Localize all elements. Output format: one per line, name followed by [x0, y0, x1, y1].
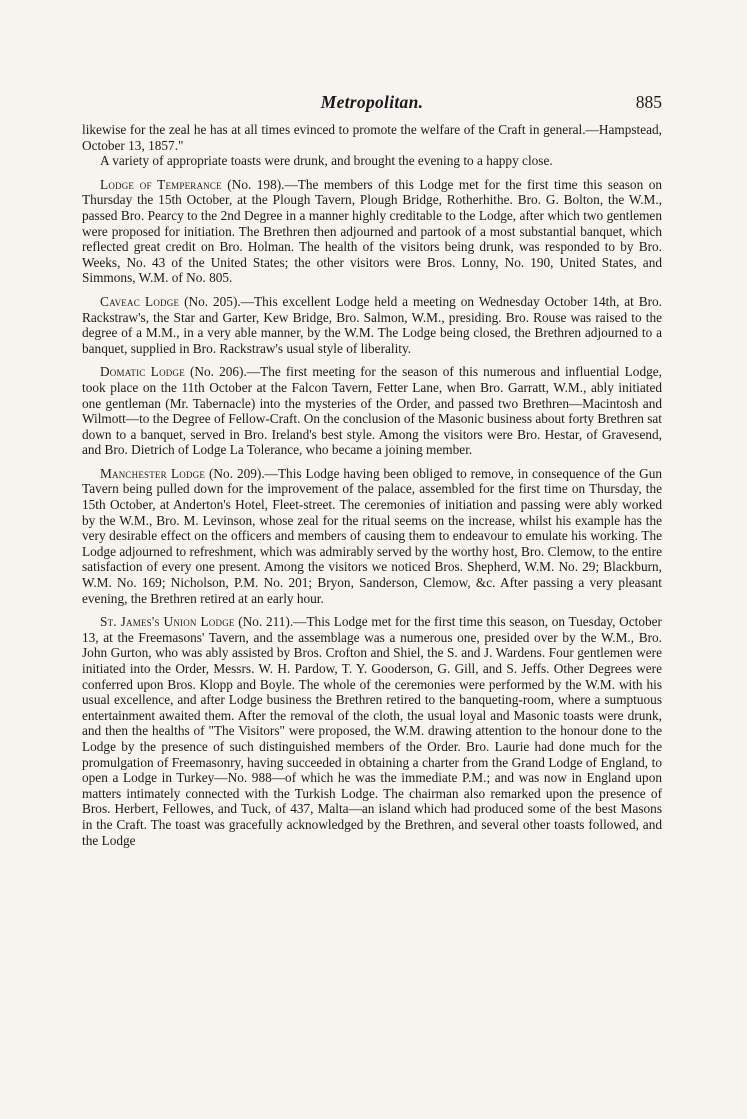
document-page — [82, 92, 662, 848]
paragraph-lodge-of-temperance — [82, 177, 662, 286]
paragraph-manchester-lodge — [82, 466, 662, 606]
lodge-name: Caveac Lodge — [100, 293, 180, 309]
paragraph-text: (No. 211).—This Lodge met for the first time this season, on Tuesday, October 13, at the Freemasons' Tavern, and the assemblage was a numerous one, presided over by the W.M., Bro. John Gurton, who was ably assisted by Bros. Crofton and Shiel, the S. and J. Wardens. Four gentlemen were initiated into the Order, Messrs. W. H. Pardow, T. Y. Gooderson, G. Gill, and S. Jeffs. Other Degrees were conferred upon Bros. Klopp and Boyle. The whole of the ceremonies were performed by the W.M. with his usual excellence, and after Lodge business the Brethren retired to the banqueting-room, where a sumptuous entertainment awaited them. After the removal of the cloth, the usual loyal and Masonic toasts were drunk, and then the healths of "The Visitors" were proposed, the W.M. drawing attention to the honour done to the Lodge by the presence of such distinguished members of the Order. Bro. Laurie had done much for the promulgation of Freemasonry, having succeeded in obtaining a charter from the Grand Lodge of England, to open a Lodge in Turkey—No. 988—of which he was the immediate P.M.; and was now in England upon matters intimately connected with the Turkish Lodge. The chairman also remarked upon the presence of Bros. Herbert, Fellowes, and Tuck, of 437, Malta—an island which had produced some of the best Masons in the Craft. The toast was gracefully acknowledged by the Brethren, and several other toasts followed, and the Lodge — [82, 614, 662, 848]
paragraph-closing — [82, 153, 662, 169]
page-header — [82, 92, 662, 118]
paragraph-st-jamess-union-lodge — [82, 614, 662, 848]
paragraph-text: A variety of appropriate toasts were drunk, and brought the evening to a happy close. — [100, 153, 553, 169]
paragraph-text: (No. 205).—This excellent Lodge held a meeting on Wednesday October 14th, at Bro. Rackstraw's, the Star and Garter, Kew Bridge, Bro. Salmon, W.M., presiding. Bro. Rouse was raised to the degree of a M.M., in a very able manner, by the W.M. The Lodge being closed, the Brethren adjourned to a banquet, supplied in Bro. Rackstraw's usual style of liberality. — [82, 293, 662, 356]
paragraph-continuation — [82, 122, 662, 153]
paragraph-domatic-lodge — [82, 364, 662, 458]
paragraph-text: likewise for the zeal he has at all times evinced to promote the welfare of the Craft in general.—Hampstead, October 13, 1857." — [82, 122, 662, 153]
running-title: Metropolitan. — [320, 92, 424, 112]
paragraph-text: (No. 209).—This Lodge having been obliged to remove, in consequence of the Gun Tavern being pulled down for the improvement of the palace, assembled for the first time on Thursday, the 15th October, at Anderton's Hotel, Fleet-street. The ceremonies of initiation and passing were ably worked by the W.M., Bro. M. Levinson, whose zeal for the ritual seems on the increase, whilst his example has the very desirable effect on the officers and members of causing them to endeavour to emulate his working. The Lodge adjourned to refreshment, which was admirably served by the worthy host, Bro. Clemow, to the entire satisfaction of every one present. Among the visitors we noticed Bros. Shepherd, W.M. No. 29; Blackburn, W.M. No. 169; Nicholson, P.M. No. 201; Bryon, Sanderson, Clemow, &c. After passing a very pleasant evening, the Brethren retired at an early hour. — [82, 465, 662, 606]
page-number: 885 — [635, 92, 662, 112]
article-body — [82, 122, 662, 848]
paragraph-caveac-lodge — [82, 294, 662, 356]
lodge-name: Lodge of Temperance — [100, 176, 222, 192]
lodge-name: Manchester Lodge — [100, 465, 206, 481]
lodge-name: St. James's Union Lodge — [100, 614, 235, 630]
lodge-name: Domatic Lodge — [100, 364, 185, 380]
paragraph-text: (No. 198).—The members of this Lodge met for the first time this season on Thursday the 15th October, at the Plough Tavern, Plough Bridge, Rotherhithe. Bro. G. Bolton, the W.M., passed Bro. Pearcy to the 2nd Degree in a manner highly creditable to the Lodge, after which two gentlemen were proposed for initiation. The Brethren then adjourned and partook of a most substantial banquet, which reflected great credit on Bro. Holman. The health of the visitors being drunk, was responded to by Bro. Weeks, No. 43 of the United States; the other visitors were Bros. Lonny, No. 190, United States, and Simmons, W.M. of No. 805. — [82, 176, 662, 286]
paragraph-text: (No. 206).—The first meeting for the season of this numerous and influential Lodge, took place on the 11th October at the Falcon Tavern, Fetter Lane, when Bro. Garratt, W.M., ably initiated one gentleman (Mr. Tabernacle) into the mysteries of the Order, and passed two Brethren—Macintosh and Wilmott—to the Degree of Fellow-Craft. On the conclusion of the Masonic business about forty Brethren sat down to a banquet, served in Bro. Ireland's best style. Among the visitors were Bro. Hestar, of Gravesend, and Bro. Dietrich of Lodge La Tolerance, who became a joining member. — [82, 364, 662, 458]
